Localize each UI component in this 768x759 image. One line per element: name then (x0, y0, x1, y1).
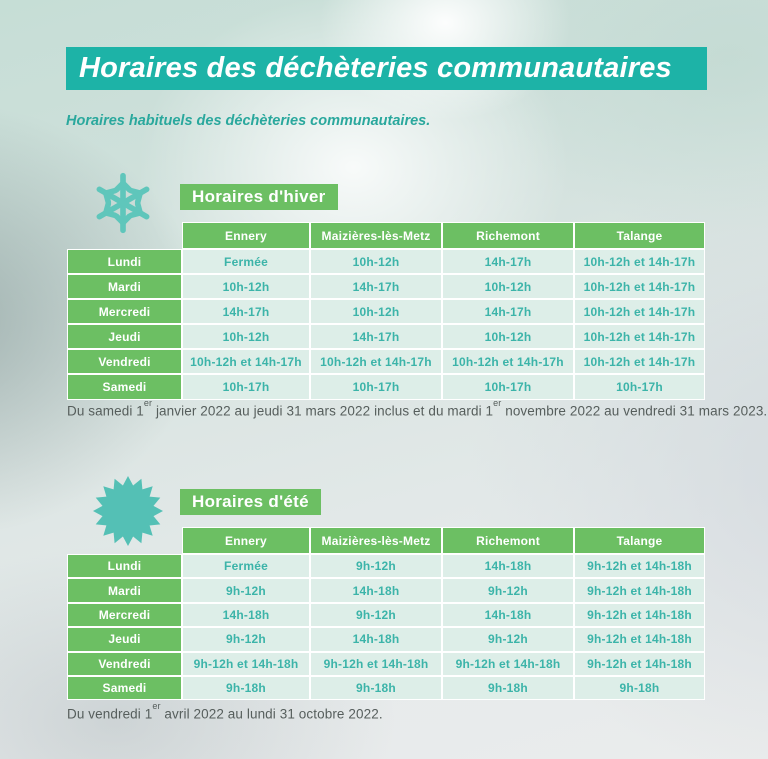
summer-day-cell: Vendredi (67, 652, 182, 676)
summer-day-cell: Mardi (67, 578, 182, 602)
winter-day-cell: Jeudi (67, 324, 182, 349)
summer-schedule-cell: 9h-12h (442, 578, 574, 602)
winter-schedule-cell: 10h-12h (442, 274, 574, 299)
summer-schedule-cell: 9h-12h et 14h-18h (310, 652, 442, 676)
winter-city-header-maizieres: Maizières-lès-Metz (310, 222, 442, 249)
summer-schedule-cell: 9h-12h et 14h-18h (574, 603, 705, 627)
summer-footnote-text: Du vendredi 1 (67, 706, 153, 722)
winter-heading: Horaires d'hiver (180, 184, 338, 210)
winter-schedule-cell: 10h-17h (574, 374, 705, 399)
winter-schedule-cell: 10h-12h (182, 324, 310, 349)
summer-footnote-text: avril 2022 au lundi 31 octobre 2022. (160, 706, 383, 722)
winter-day-cell: Lundi (67, 249, 182, 274)
winter-schedule-cell: 10h-12h (182, 274, 310, 299)
page-title-banner (66, 47, 707, 90)
summer-schedule-cell: 14h-18h (310, 627, 442, 651)
winter-schedule-cell: 10h-12h et 14h-17h (310, 349, 442, 374)
winter-schedule-cell: 10h-12h (310, 299, 442, 324)
summer-day-cell: Lundi (67, 554, 182, 578)
winter-day-cell: Samedi (67, 374, 182, 399)
summer-schedule-cell: 9h-12h et 14h-18h (574, 627, 705, 651)
winter-schedule-cell: Fermée (182, 249, 310, 274)
winter-schedule-cell: 10h-12h et 14h-17h (442, 349, 574, 374)
winter-schedule-cell: 10h-12h et 14h-17h (574, 299, 705, 324)
summer-city-header-maizieres: Maizières-lès-Metz (310, 527, 442, 554)
summer-schedule-cell: 9h-12h et 14h-18h (574, 578, 705, 602)
summer-city-header-ennery: Ennery (182, 527, 310, 554)
summer-schedule-cell: 9h-18h (574, 676, 705, 700)
summer-heading: Horaires d'été (180, 489, 321, 515)
page-subtitle: Horaires habituels des déchèteries communautaires. (66, 113, 431, 129)
winter-footnote-sup: er (143, 398, 153, 408)
summer-schedule-cell: 9h-12h et 14h-18h (182, 652, 310, 676)
winter-schedule-cell: 10h-12h et 14h-17h (574, 324, 705, 349)
summer-day-cell: Jeudi (67, 627, 182, 651)
summer-day-cell: Samedi (67, 676, 182, 700)
winter-city-header-talange: Talange (574, 222, 705, 249)
winter-footnote (67, 398, 768, 419)
winter-schedule-cell: 10h-12h et 14h-17h (182, 349, 310, 374)
summer-schedule-cell: 9h-12h (310, 554, 442, 578)
winter-schedule-cell: 10h-17h (182, 374, 310, 399)
summer-schedule-cell: 9h-18h (442, 676, 574, 700)
winter-schedule-cell: 14h-17h (442, 299, 574, 324)
winter-schedule-cell: 10h-12h (442, 324, 574, 349)
summer-schedule-table (67, 527, 705, 700)
summer-city-header-talange: Talange (574, 527, 705, 554)
summer-schedule-cell: 14h-18h (442, 554, 574, 578)
winter-schedule-cell: 14h-17h (442, 249, 574, 274)
winter-schedule-cell: 10h-12h et 14h-17h (574, 274, 705, 299)
summer-schedule-cell: 9h-12h (182, 627, 310, 651)
winter-footnote-sup: er (493, 398, 502, 408)
summer-footnote-sup: er (152, 701, 161, 711)
winter-schedule-cell: 14h-17h (310, 324, 442, 349)
summer-schedule-cell: 14h-18h (182, 603, 310, 627)
winter-schedule-cell: 10h-17h (442, 374, 574, 399)
winter-schedule-cell: 10h-12h (310, 249, 442, 274)
winter-footnote-text: janvier 2022 au jeudi 31 mars 2022 inclus et du mardi 1 (152, 403, 494, 419)
summer-schedule-cell: 9h-12h (442, 627, 574, 651)
winter-day-cell: Mercredi (67, 299, 182, 324)
winter-schedule-cell: 10h-17h (310, 374, 442, 399)
winter-schedule-cell: 10h-12h et 14h-17h (574, 349, 705, 374)
summer-schedule-cell: 9h-18h (182, 676, 310, 700)
winter-corner-cell (67, 222, 182, 249)
summer-schedule-cell: 9h-12h et 14h-18h (442, 652, 574, 676)
summer-schedule-cell: 14h-18h (310, 578, 442, 602)
summer-schedule-cell: 9h-18h (310, 676, 442, 700)
summer-schedule-cell: 9h-12h et 14h-18h (574, 652, 705, 676)
winter-schedule-cell: 14h-17h (182, 299, 310, 324)
summer-day-cell: Mercredi (67, 603, 182, 627)
summer-schedule-cell: Fermée (182, 554, 310, 578)
summer-corner-cell (67, 527, 182, 554)
winter-schedule-cell: 10h-12h et 14h-17h (574, 249, 705, 274)
summer-footnote (67, 701, 383, 722)
winter-footnote-text: novembre 2022 au vendredi 31 mars 2023. (501, 403, 768, 419)
winter-day-cell: Mardi (67, 274, 182, 299)
winter-footnote-text: Du samedi 1 (67, 403, 144, 419)
summer-schedule-cell: 9h-12h (182, 578, 310, 602)
winter-day-cell: Vendredi (67, 349, 182, 374)
winter-city-header-richemont: Richemont (442, 222, 574, 249)
winter-city-header-ennery: Ennery (182, 222, 310, 249)
summer-schedule-cell: 9h-12h (310, 603, 442, 627)
summer-schedule-cell: 9h-12h et 14h-18h (574, 554, 705, 578)
summer-schedule-cell: 14h-18h (442, 603, 574, 627)
winter-schedule-table (67, 222, 705, 400)
page-title: Horaires des déchèteries communautaires (79, 52, 672, 84)
summer-city-header-richemont: Richemont (442, 527, 574, 554)
winter-schedule-cell: 14h-17h (310, 274, 442, 299)
